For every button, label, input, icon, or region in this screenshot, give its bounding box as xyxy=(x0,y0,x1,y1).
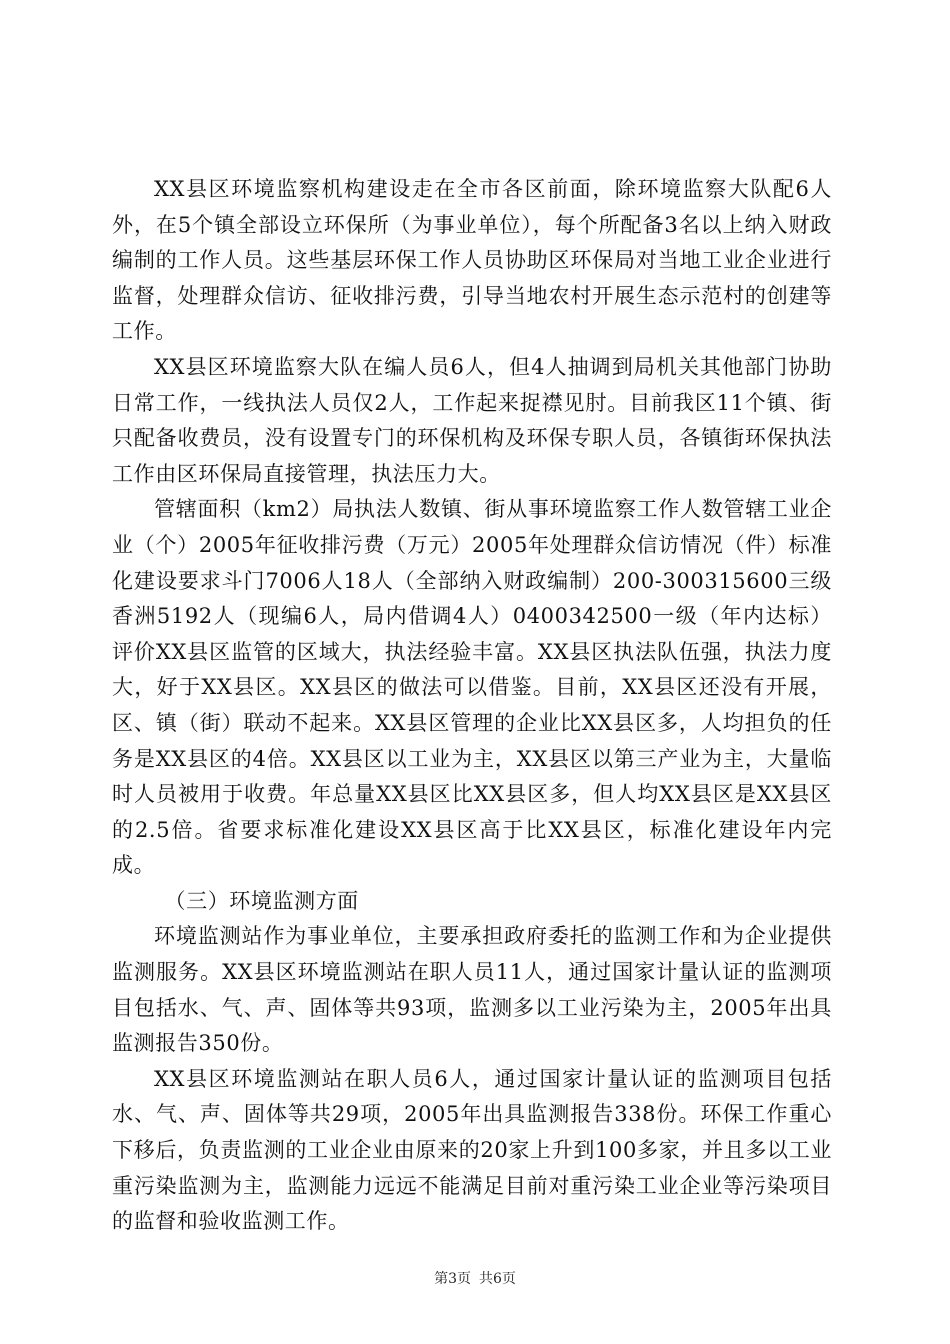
section-heading-environmental-monitoring: （三）环境监测方面 xyxy=(164,888,359,913)
page-number: 第3页 xyxy=(434,1271,471,1287)
paragraph-comparison: 管辖面积（km2）局执法人数镇、街从事环境监察工作人数管辖工业企业（个）2005年征收排污费（万元）2005年处理群众信访情况（件）标准化建设要求斗门7006人18人（全部纳入财政编制）200-300315600三级香洲5192人（现编6人，局内借调4人）0400342500一级（年内达标）评价XX县区监管的区域大，执法经验丰富。XX县区执法队伍强，执法力度大，好于XX县区。XX县区的做法可以借鉴。目前，XX县区还没有开展，区、镇（街）联动不起来。XX县区管理的企业比XX县区多，人均担负的任务是XX县区的4倍。XX县区以工业为主，XX县区以第三产业为主，大量临时人员被用于收费。年总量XX县区比XX县区多，但人均XX县区是XX县区的2.5倍。省要求标准化建设XX县区高于比XX县区，标准化建设年内完成。 xyxy=(112,497,832,878)
paragraph-monitoring-agency: XX县区环境监察机构建设走在全市各区前面，除环境监察大队配6人外，在5个镇全部设立环保所（为事业单位），每个所配备3名以上纳入财政编制的工作人员。这些基层环保工作人员协助区环保局对当地工业企业进行监督，处理群众信访、征收排污费，引导当地农村开展生态示范村的创建等工作。 xyxy=(112,177,832,344)
page-total: 共6页 xyxy=(479,1271,516,1287)
paragraph-monitoring-station: 环境监测站作为事业单位，主要承担政府委托的监测工作和为企业提供监测服务。XX县区环境监测站在职人员11人，通过国家计量认证的监测项目包括水、气、声、固体等共93项，监测多以工业污染为主，2005年出具监测报告350份。 xyxy=(112,924,832,1056)
paragraph-monitoring-brigade: XX县区环境监察大队在编人员6人，但4人抽调到局机关其他部门协助日常工作，一线执法人员仅2人，工作起来捉襟见肘。目前我区11个镇、街只配备收费员，没有设置专门的环保机构及环保专职人员，各镇街环保执法工作由区环保局直接管理，执法压力大。 xyxy=(112,354,832,486)
paragraph-monitoring-station-2: XX县区环境监测站在职人员6人，通过国家计量认证的监测项目包括水、气、声、固体等共29项，2005年出具监测报告338份。环保工作重心下移后，负责监测的工业企业由原来的20家上升到100多家，并且多以工业重污染监测为主，监测能力远远不能满足目前对重污染工业企业等污染项目的监督和验收监测工作。 xyxy=(112,1066,832,1234)
document-body xyxy=(112,172,832,1240)
page-footer xyxy=(0,1268,950,1288)
